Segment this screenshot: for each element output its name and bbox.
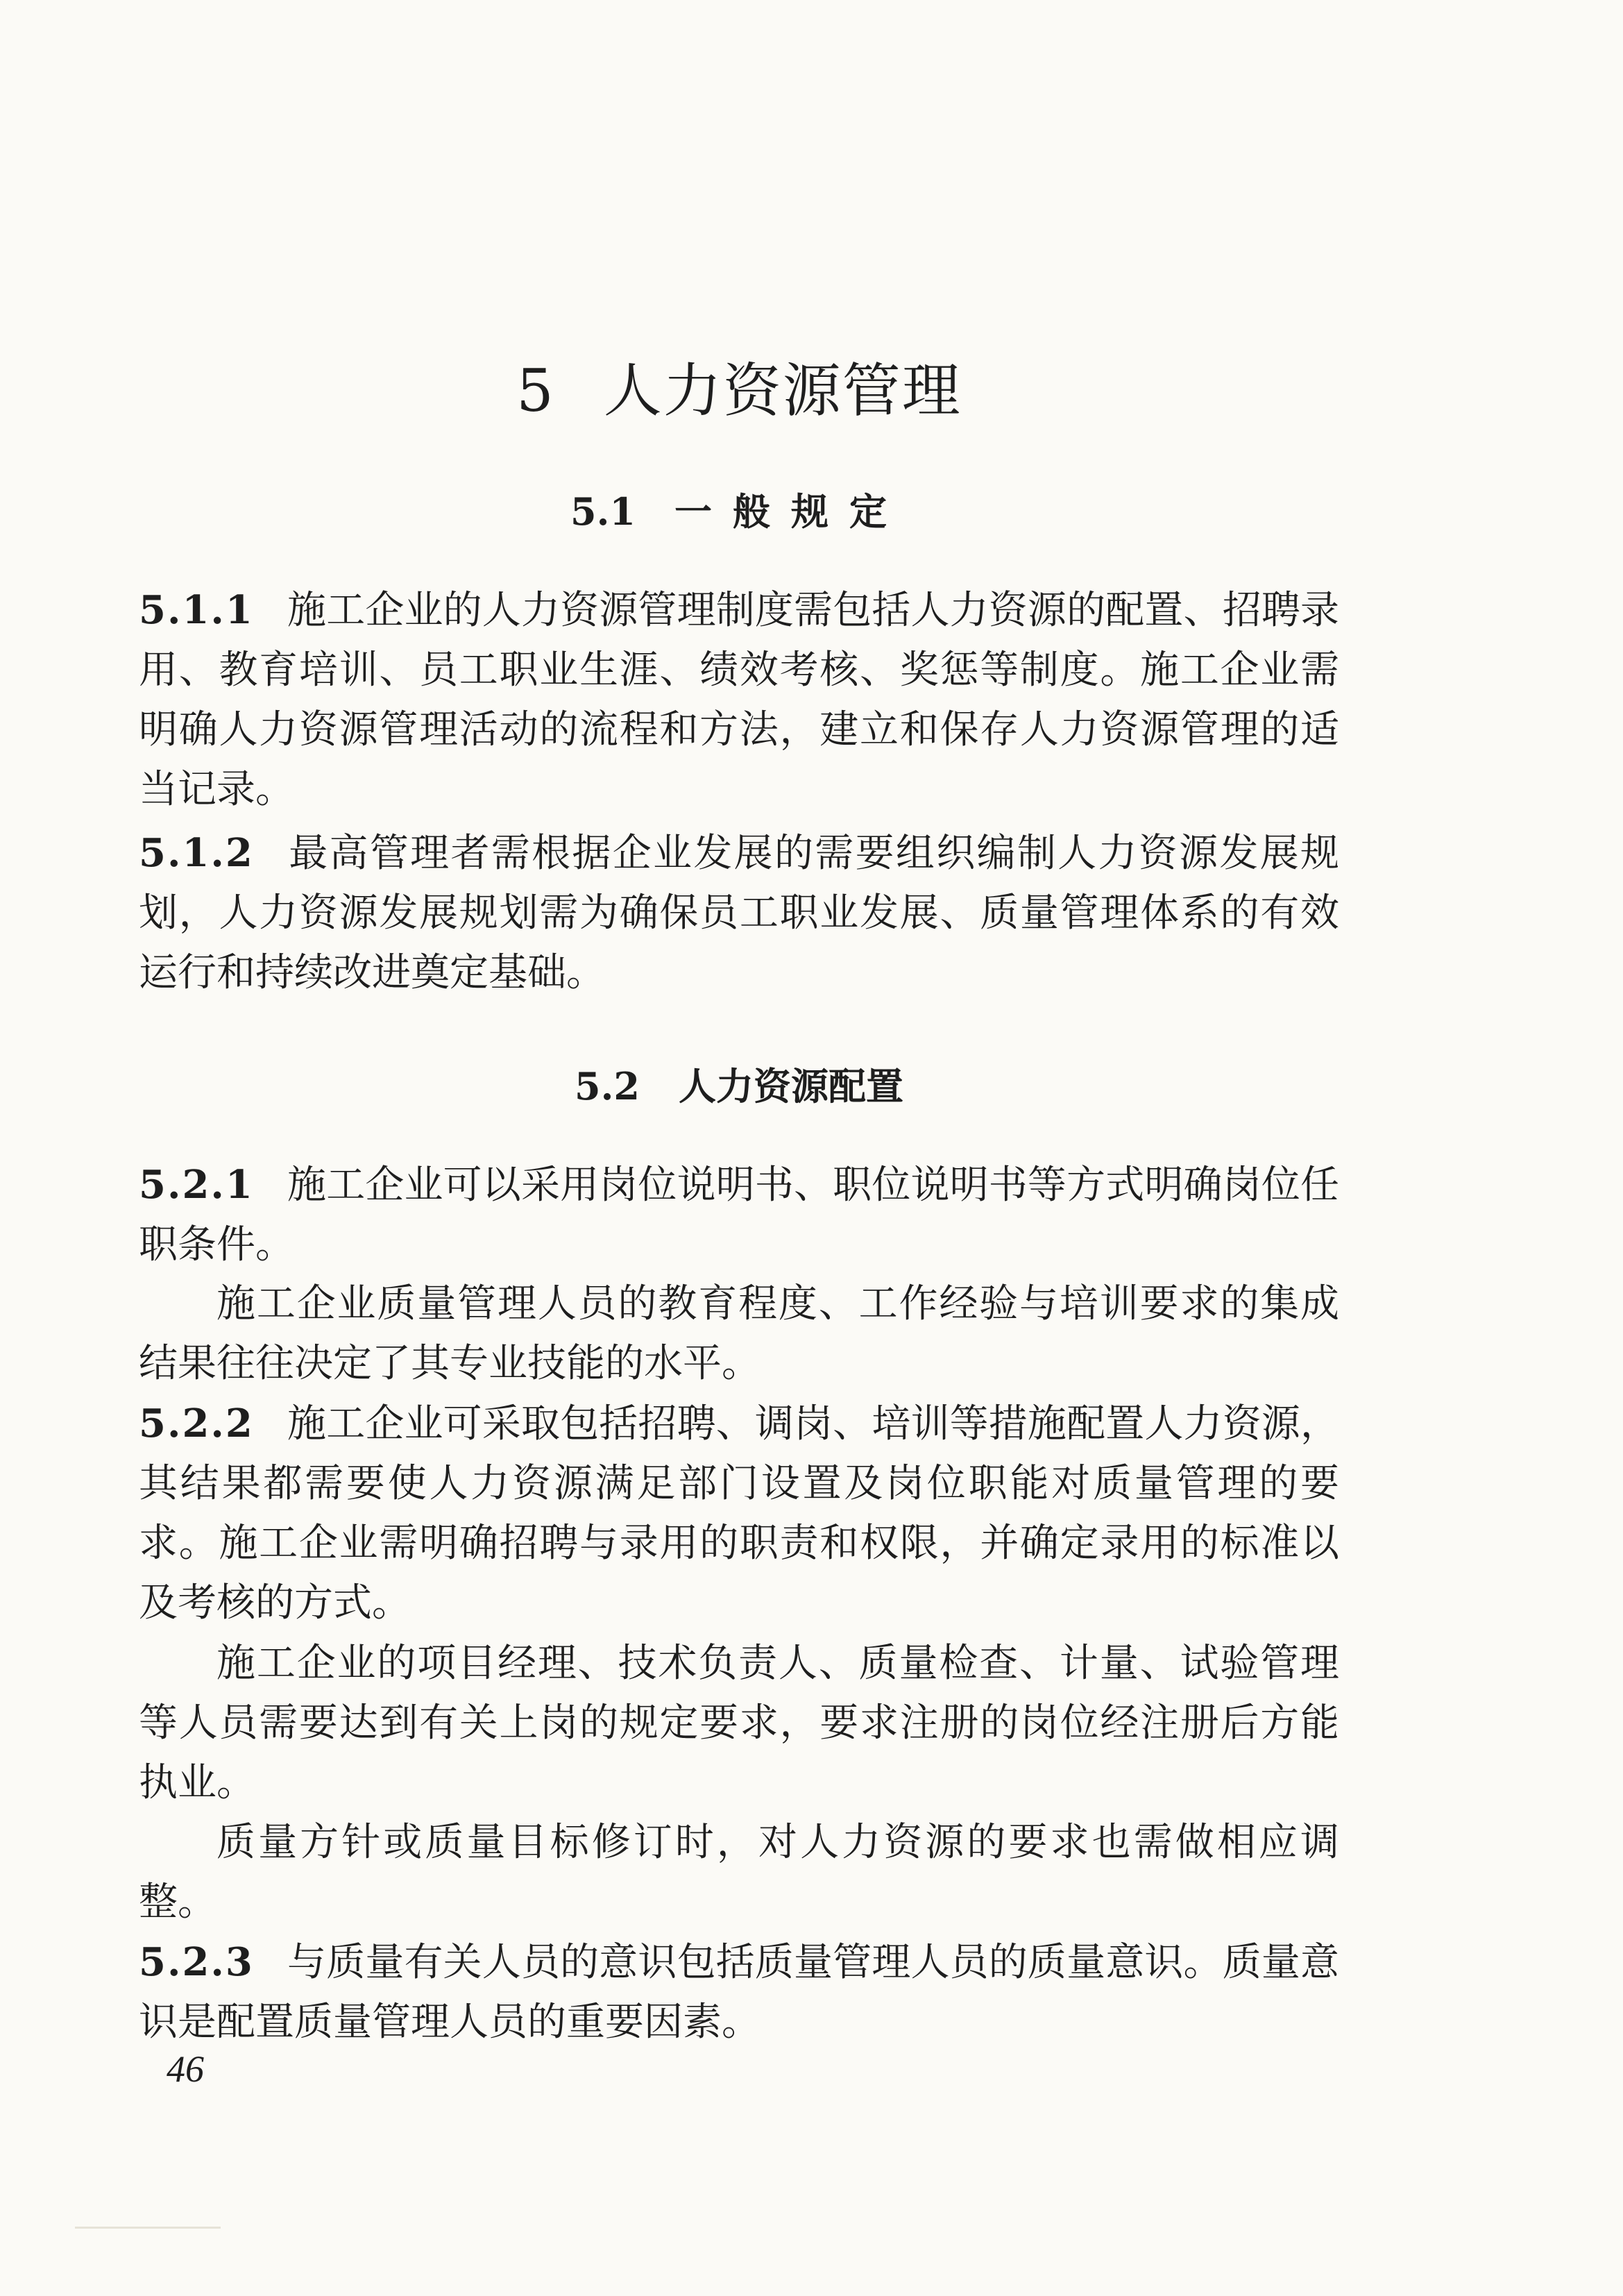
section-title-text: 一般规定 xyxy=(674,489,908,534)
clause-number: 5.1.2 xyxy=(139,830,254,876)
clause-text: 施工企业的人力资源管理制度需包括人力资源的配置、招聘录用、教育培训、员工职业生涯、绩效考核、奖惩等制度。施工企业需明确人力资源管理活动的流程和方法，建立和保存人力资源管理的适当记录。 xyxy=(139,588,1339,812)
clause-text: 施工企业可采取包括招聘、调岗、培训等措施配置人力资源，其结果都需要使人力资源满足部门设置及岗位职能对质量管理的要求。施工企业需明确招聘与录用的职责和权限，并确定录用的标准以及考核的方式。 xyxy=(139,1401,1339,1626)
chapter-title-text: 人力资源管理 xyxy=(603,357,962,425)
clause-text: 施工企业可以采用岗位说明书、职位说明书等方式明确岗位任职条件。 xyxy=(139,1163,1339,1267)
clause-text: 最高管理者需根据企业发展的需要组织编制人力资源发展规划，人力资源发展规划需为确保员工职业发展、质量管理体系的有效运行和持续改进奠定基础。 xyxy=(139,831,1339,995)
section-number: 5.2 xyxy=(575,1063,640,1108)
clause-5-1-1 xyxy=(139,580,1339,820)
document-page xyxy=(139,0,1339,2296)
clause-5-1-2 xyxy=(139,823,1339,1003)
page-number: 46 xyxy=(167,2048,204,2090)
chapter-title xyxy=(139,353,1339,429)
section-title-text: 人力资源配置 xyxy=(678,1063,903,1108)
section-heading-5-2 xyxy=(139,1058,1339,1114)
scan-edge-mark xyxy=(75,2227,221,2229)
clause-5-2-2-explanation-1: 施工企业的项目经理、技术负责人、质量检查、计量、试验管理等人员需要达到有关上岗的规定要求，要求注册的岗位经注册后方能执业。 xyxy=(139,1641,1339,1805)
clause-number: 5.2.3 xyxy=(139,1939,254,1985)
clause-number: 5.2.1 xyxy=(139,1162,254,1208)
clause-text: 与质量有关人员的意识包括质量管理人员的质量意识。质量意识是配置质量管理人员的重要因素。 xyxy=(139,1940,1339,2045)
clause-5-2-1-explanation: 施工企业质量管理人员的教育程度、工作经验与培训要求的集成结果往往决定了其专业技能的水平。 xyxy=(139,1281,1339,1386)
clause-number: 5.1.1 xyxy=(139,587,254,633)
clause-5-2-3 xyxy=(139,1932,1339,2052)
clause-number: 5.2.2 xyxy=(139,1401,254,1446)
chapter-number: 5 xyxy=(516,357,555,425)
clause-5-2-2 xyxy=(139,1394,1339,1633)
section-number: 5.1 xyxy=(570,489,636,534)
clause-5-2-1 xyxy=(139,1155,1339,1275)
section-heading-5-1 xyxy=(139,484,1339,539)
clause-5-2-2-explanation-2: 质量方针或质量目标修订时，对人力资源的要求也需做相应调整。 xyxy=(139,1820,1339,1925)
